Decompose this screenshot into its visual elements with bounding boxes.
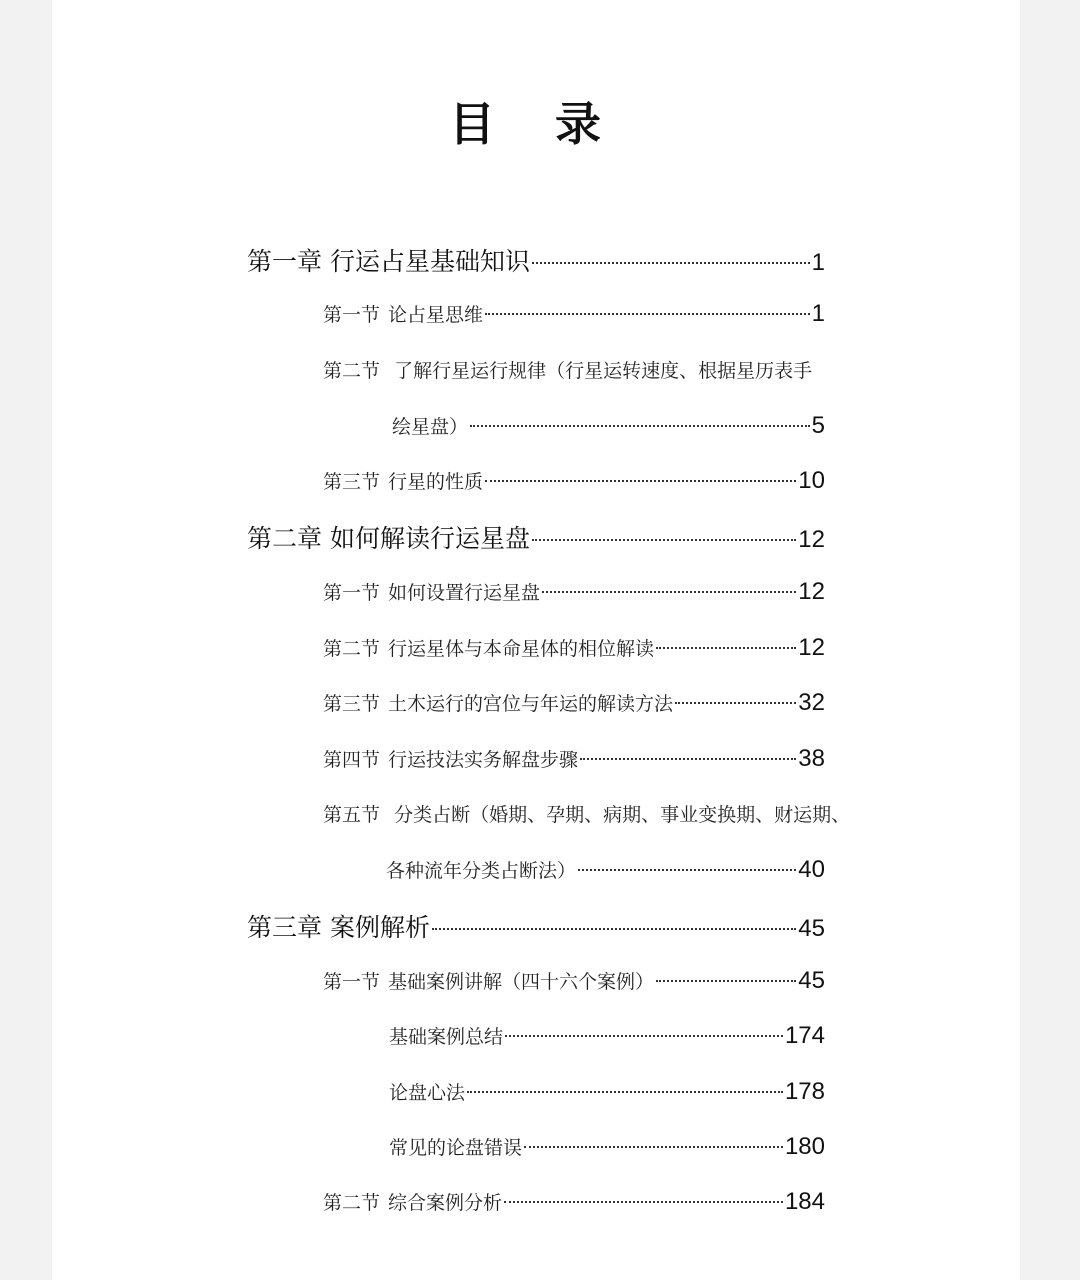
section-number: 第四节 [323, 749, 381, 771]
section-title: 分类占断（婚期、孕期、病期、事业变换期、财运期、 [394, 804, 851, 826]
dot-leader [485, 480, 796, 482]
section-title: 综合案例分析 [388, 1192, 503, 1214]
dot-leader [485, 313, 810, 315]
page-number: 32 [798, 689, 825, 716]
chapter-title: 案例解析 [330, 913, 431, 942]
dot-leader [532, 539, 796, 541]
dot-leader [656, 647, 796, 649]
toc-chapter-1[interactable] [247, 242, 825, 278]
subsection-title: 常见的论盘错误 [389, 1137, 523, 1159]
page-number: 38 [798, 745, 825, 772]
dot-leader [675, 702, 796, 704]
page-title: 目 录 [448, 97, 623, 151]
toc-subsection-3-1-a[interactable] [389, 1022, 825, 1050]
page-number: 45 [798, 967, 825, 994]
chapter-number: 第二章 [247, 524, 323, 553]
toc-section-1-3[interactable] [323, 467, 825, 495]
section-title: 土木运行的宫位与年运的解读方法 [388, 693, 674, 715]
page-number: 40 [798, 856, 825, 883]
dot-leader [504, 1201, 783, 1203]
toc-section-2-2[interactable] [323, 634, 825, 662]
section-title: 论占星思维 [388, 304, 484, 326]
dot-leader [505, 1035, 783, 1037]
section-title: 行运技法实务解盘步骤 [388, 749, 579, 771]
toc-chapter-3[interactable] [247, 908, 825, 944]
chapter-title: 如何解读行运星盘 [330, 524, 531, 553]
dot-leader [524, 1146, 783, 1148]
toc-subsection-3-1-c[interactable] [389, 1133, 825, 1161]
dot-leader [578, 869, 796, 871]
toc-section-1-1[interactable] [323, 300, 825, 328]
page-number: 12 [798, 634, 825, 661]
dot-leader [656, 980, 796, 982]
section-title: 行运星体与本命星体的相位解读 [388, 638, 655, 660]
dot-leader [467, 1091, 783, 1093]
page-number: 10 [798, 467, 825, 494]
page-number: 1 [811, 249, 825, 276]
page-number: 45 [798, 915, 825, 942]
section-number: 第二节 [323, 638, 381, 660]
section-number: 第二节 [323, 360, 381, 382]
dot-leader [580, 758, 796, 760]
toc-section-2-5-line1[interactable] [323, 800, 850, 827]
toc-section-1-2-line2[interactable] [392, 412, 825, 440]
page-number: 1 [811, 300, 825, 327]
section-number: 第一节 [323, 971, 381, 993]
toc-section-3-1[interactable] [323, 967, 825, 995]
section-number: 第五节 [323, 804, 381, 826]
dot-leader [542, 591, 796, 593]
toc-section-1-2-line1[interactable] [323, 356, 812, 383]
section-title: 了解行星运行规律（行星运转速度、根据星历表手 [394, 360, 813, 382]
chapter-number: 第三章 [247, 913, 323, 942]
toc-section-2-1[interactable] [323, 578, 825, 606]
toc-section-2-5-line2[interactable] [386, 856, 825, 884]
section-number: 第二节 [323, 1192, 381, 1214]
chapter-title: 行运占星基础知识 [330, 247, 531, 276]
chapter-number: 第一章 [247, 247, 323, 276]
section-number: 第一节 [323, 582, 381, 604]
page-number: 5 [811, 412, 825, 439]
dot-leader [532, 262, 810, 264]
page-number: 184 [784, 1188, 825, 1215]
section-title: 如何设置行运星盘 [388, 582, 541, 604]
page-number: 180 [784, 1133, 825, 1160]
toc-section-2-4[interactable] [323, 745, 825, 773]
section-title: 基础案例讲解（四十六个案例） [388, 971, 655, 993]
page-number: 178 [784, 1078, 825, 1105]
section-title: 行星的性质 [388, 471, 484, 493]
toc-chapter-2[interactable] [247, 519, 825, 555]
dot-leader [432, 928, 796, 930]
toc-subsection-3-1-b[interactable] [389, 1078, 825, 1106]
section-number: 第三节 [323, 471, 381, 493]
subsection-title: 论盘心法 [389, 1082, 466, 1104]
page-number: 12 [798, 578, 825, 605]
toc-section-2-3[interactable] [323, 689, 825, 717]
section-title-continued: 各种流年分类占断法） [386, 860, 577, 882]
page-number: 174 [784, 1022, 825, 1049]
section-number: 第三节 [323, 693, 381, 715]
document-page [52, 0, 1020, 1280]
subsection-title: 基础案例总结 [389, 1026, 504, 1048]
section-title-continued: 绘星盘） [392, 416, 469, 438]
page-number: 12 [798, 526, 825, 553]
dot-leader [470, 425, 810, 427]
toc-section-3-2[interactable] [323, 1188, 825, 1216]
section-number: 第一节 [323, 304, 381, 326]
